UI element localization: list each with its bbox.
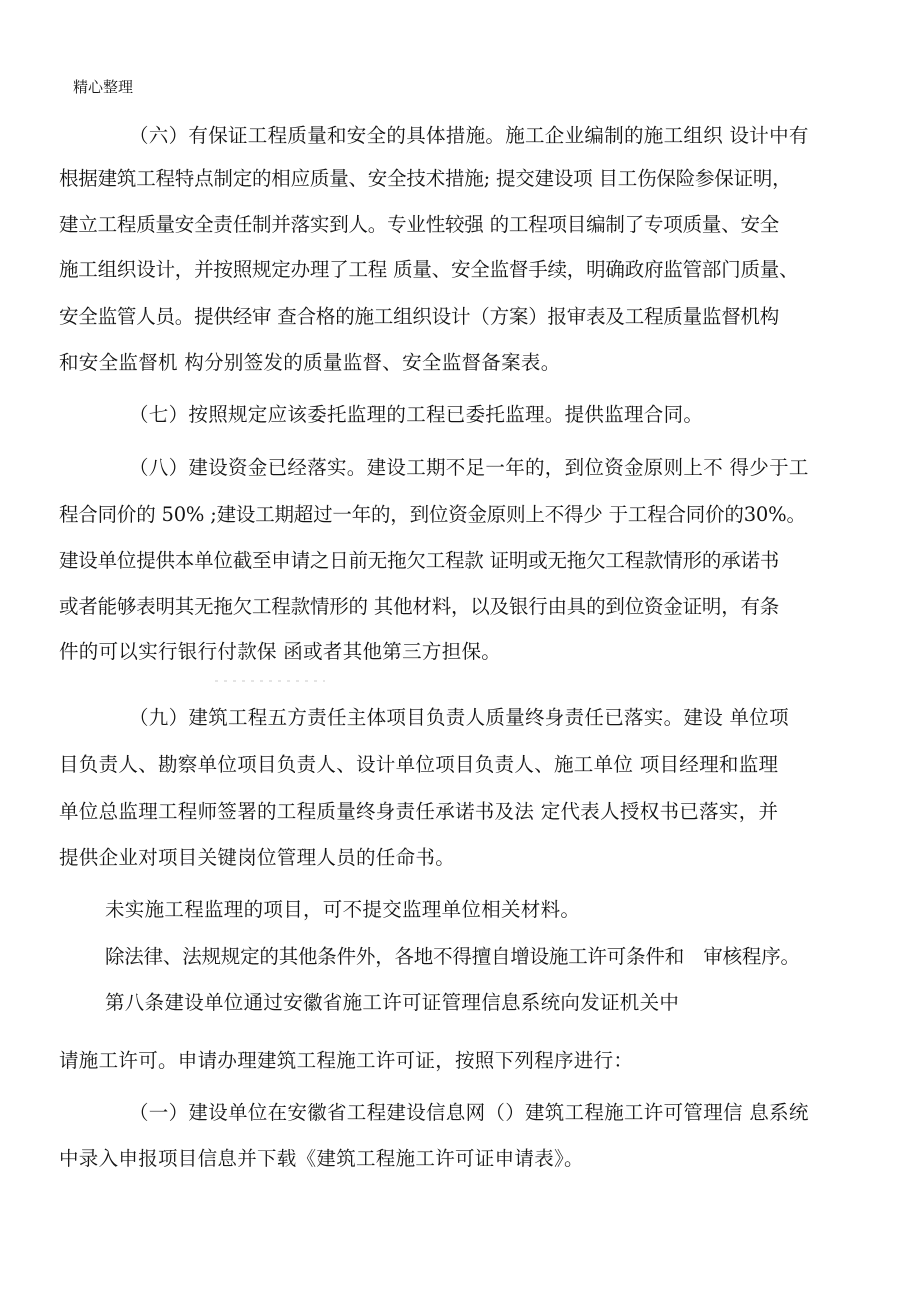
paragraph-line: 中录入申报项目信息并下载《建筑工程施工许可证申请表》。 [59,1147,584,1170]
paragraph-line: 第八条建设单位通过安徽省施工许可证管理信息系统向发证机关中 [105,991,680,1014]
paragraph-line: 建立工程质量安全责任制并落实到人。专业性较强 的工程项目编制了专项质量、安全 [59,213,780,236]
faint-scan-mark [215,680,325,682]
paragraph-line: （八）建设资金已经落实。建设工期不足一年的，到位资金原则上不 得少于工 [129,456,809,479]
paragraph-line: （六）有保证工程质量和安全的具体措施。施工企业编制的施工组织 设计中有 [129,124,809,147]
paragraph-line: 和安全监督机 构分别签发的质量监督、安全监督备案表。 [59,351,561,374]
paragraph-line: 除法律、法规规定的其他条件外，各地不得擅自增设施工许可条件和 审核程序。 [105,945,800,968]
paragraph-line: 或者能够表明其无拖欠工程款情形的 其他材料，以及银行由具的到位资金证明，有条 [59,595,780,618]
paragraph-line: 提供企业对项目关键岗位管理人员的任命书。 [59,846,456,869]
paragraph-line: 件的可以实行银行付款保 函或者其他第三方担保。 [59,640,502,663]
paragraph-line: （七）按照规定应该委托监理的工程已委托监理。提供监理合同。 [129,403,704,426]
paragraph-line: 安全监管人员。提供经审 查合格的施工组织设计（方案）报审表及工程质量监督机构 [59,305,780,328]
paragraph-line: 单位总监理工程师签署的工程质量终身责任承诺书及法 定代表人授权书已落实，并 [59,800,779,823]
paragraph-line: （一）建设单位在安徽省工程建设信息网（）建筑工程施工许可管理信 息系统 [129,1101,809,1124]
paragraph-line: 建设单位提供本单位截至申请之日前无拖欠工程款 证明或无拖欠工程款情形的承诺书 [59,549,780,572]
paragraph-line: 目负责人、勘察单位项目负责人、设计单位项目负责人、施工单位 项目经理和监理 [59,753,779,776]
page-header: 精心整理 [73,78,134,96]
paragraph-line: 未实施工程监理的项目，可不提交监理单位相关材料。 [105,898,581,921]
paragraph-line: 请施工许可。申请办理建筑工程施工许可证，按照下列程序进行： [59,1049,634,1072]
paragraph-line: （九）建筑工程五方责任主体项目负责人质量终身责任已落实。建设 单位项 [129,706,789,729]
paragraph-line: 施工组织设计，并按照规定办理了工程 质量、安全监督手续，明确政府监管部门质量、 [59,258,799,281]
paragraph-line: 根据建筑工程特点制定的相应质量、安全技术措施; 提交建设项 目工伤保险参保证明， [59,167,792,190]
paragraph-line: 程合同价的 50% ;建设工期超过一年的，到位资金原则上不得少 于工程合同价的30%。 [59,503,806,526]
